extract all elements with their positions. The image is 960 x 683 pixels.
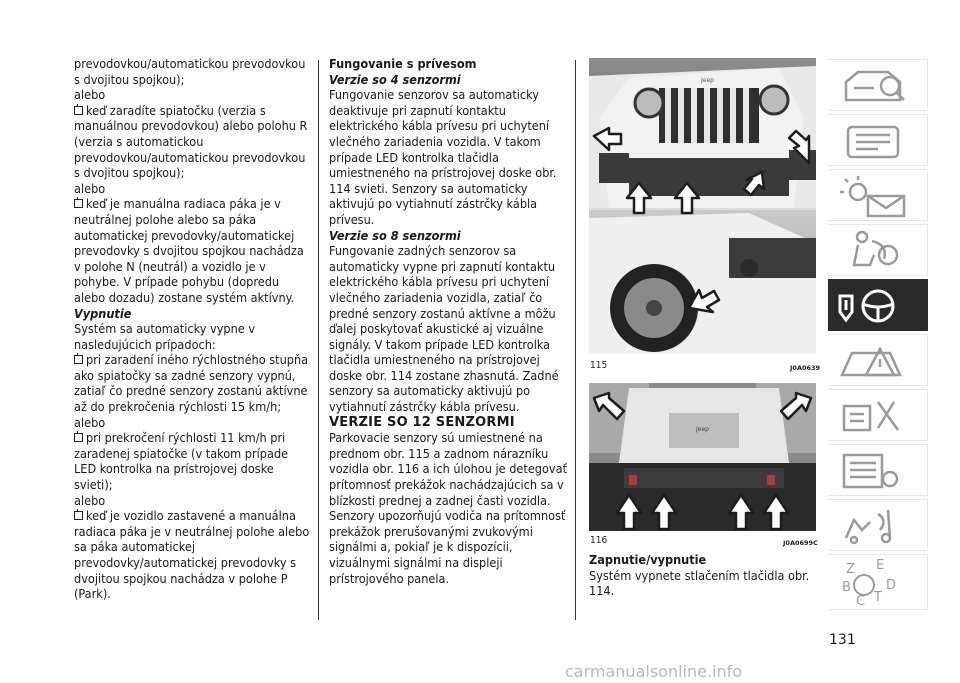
svg-text:D: D (886, 578, 897, 593)
figure-number: 116 (590, 535, 608, 546)
bullet-text: pri zaradení iného rýchlostného stupňa ako spiatočky sa zadné senzory vypnú, zatiaľ čo predné senzory zostanú aktívne až do prekročenia rýchlosti 15 km/h; (74, 352, 309, 415)
section-subtitle: Verzie so 8 senzormi (329, 227, 461, 243)
section-subtitle: Vypnutie (74, 305, 132, 321)
bullet-text: keď je manuálna radiaca páka je v neutrálnej polohe alebo sa páka automatickej prevodovky/automatickej prevodovky s dvojitou spojkou nachádza v polohe N (neutrál) a vozidlo je v pohybe. V prípade pohybu (dopredu alebo dozadu) zostane systém aktívny. (74, 196, 304, 305)
column-divider (575, 60, 576, 620)
alebo-text: alebo (74, 492, 106, 508)
tab-car[interactable] (828, 114, 928, 166)
index-icon (828, 555, 928, 611)
page-number: 131 (829, 632, 856, 648)
specifications-icon (828, 445, 928, 497)
bullet-text: keď je vozidlo zastavené a manuálna radiaca páka je v neutrálnej polohe alebo sa páka automatickej prevodovky/automatickej prevodovky s dvojitou spojkou nachádza v polohe P (Park). (74, 508, 310, 602)
bullet-text: pri prekročení rýchlosti 11 km/h pri zaradenej spiatočke (v takom prípade LED kontrolka na prístrojovej doske svieti); (74, 430, 289, 493)
safety-airbag-icon (828, 225, 928, 277)
watermark: carmanualsonline.info (565, 662, 743, 681)
figure-116-rear-sensors (589, 383, 816, 531)
info-icon (828, 60, 928, 112)
tab-safety[interactable] (828, 224, 928, 276)
svg-text:C: C (856, 594, 866, 609)
bullet-item (74, 196, 310, 305)
service-tools-icon (828, 390, 928, 442)
car-icon (828, 115, 928, 167)
alebo-text: alebo (74, 87, 106, 103)
text-column-2 (329, 56, 569, 586)
text-column-3 (589, 552, 819, 599)
bullet-text: keď zaradíte spiatočku (verzia s manuálnou prevodovkou) alebo polohu R (verzia s automatickou prevodovkou/automatickou prevodovkou s dvojitou spojkou); (74, 102, 308, 181)
text-column-1 (74, 56, 310, 602)
paragraph: Fungovanie senzorov sa automaticky deaktivuje pri zapnutí kontaktu elektrického kábla prívesu pri uchytení vlečného zariadenia vozidla. V takom prípade LED kontrolka tlačidla umiestneného na prístrojovej doske obr. 114 svieti. Senzory sa automaticky aktivujú po vytiahnutí zástrčky kábla prívesu. (329, 87, 557, 227)
tab-driving[interactable] (828, 279, 928, 331)
paragraph: Senzory upozorňujú vodiča na prítomnosť prekážok prerušovanými zvukovými signálmi a, pokiaľ je k dispozícii, vizuálnymi signálmi na displeji prístrojového panela. (329, 508, 566, 586)
bullet-item (74, 103, 310, 181)
tab-multimedia[interactable] (828, 499, 928, 551)
alebo-text: alebo (74, 414, 106, 430)
tab-info[interactable] (828, 59, 928, 111)
paragraph: prevodovkou/automatickou prevodovkou s dvojitou spojkou); (74, 56, 306, 87)
bullet-item (74, 430, 310, 492)
driving-steering-icon (828, 280, 928, 332)
column-divider (318, 60, 319, 620)
jeep-badge: Jeep (696, 426, 709, 433)
bullet-icon (74, 106, 83, 115)
multimedia-icon (828, 500, 928, 552)
svg-text:E: E (876, 558, 885, 573)
tab-warning-lights[interactable] (828, 169, 928, 221)
svg-text:T: T (874, 590, 882, 605)
figure-115-front-sensors (589, 58, 816, 354)
alebo-text: alebo (74, 180, 106, 196)
rear-car-illustration (589, 383, 816, 531)
svg-text:Z: Z (846, 562, 855, 577)
figure-code: J0A0699C (783, 539, 818, 547)
section-title: Fungovanie s prívesom (329, 56, 477, 71)
svg-text:B: B (842, 580, 851, 595)
jeep-badge: Jeep (701, 77, 714, 84)
tab-index[interactable] (828, 554, 928, 610)
figure-code: J0A0639 (790, 364, 821, 372)
figure-number: 115 (590, 360, 608, 371)
tab-specifications[interactable] (828, 444, 928, 496)
bullet-icon (74, 511, 83, 520)
bullet-icon (74, 199, 83, 208)
bullet-icon (74, 355, 83, 364)
bullet-icon (74, 433, 83, 442)
paragraph: Fungovanie zadných senzorov sa automaticky vypne pri zapnutí kontaktu elektrického kábla prívesu pri uchytení vlečného zariadenia vozidla, zatiaľ čo predné senzory zostanú aktívne a môžu ďalej poskytovať akustické aj vizuálne signály. V takom prípade LED kontrolka tlačidla umiestneného na prístrojovej doske obr. 114 zostane zhasnutá. Zadné senzory sa automaticky aktivujú po vytiahnutí zástrčky kábla prívesu. (329, 243, 559, 415)
section-subtitle: Verzie so 4 senzormi (329, 71, 461, 87)
warning-lights-icon (828, 170, 928, 222)
bullet-item (74, 508, 310, 602)
paragraph: Systém sa automaticky vypne v nasledujúcich prípadoch: (74, 321, 256, 352)
paragraph: Parkovacie senzory sú umiestnené na prednom obr. 115 a zadnom nárazníku vozidla obr. 116 a ich úlohou je detegovať prítomnosť prekážok nachádzajúcich sa v blízkosti prednej a zadnej časti vozidla. (329, 430, 568, 508)
paragraph: Systém vypnete stlačením tlačidla obr. 114. (589, 567, 810, 599)
front-car-illustration (589, 58, 816, 354)
bullet-item (74, 352, 310, 414)
section-title: Zapnutie/vypnutie (589, 552, 707, 567)
tab-emergency[interactable] (828, 334, 928, 386)
emergency-icon (828, 335, 928, 387)
section-heading: VERZIE SO 12 SENZORMI (329, 414, 515, 430)
tab-service[interactable] (828, 389, 928, 441)
